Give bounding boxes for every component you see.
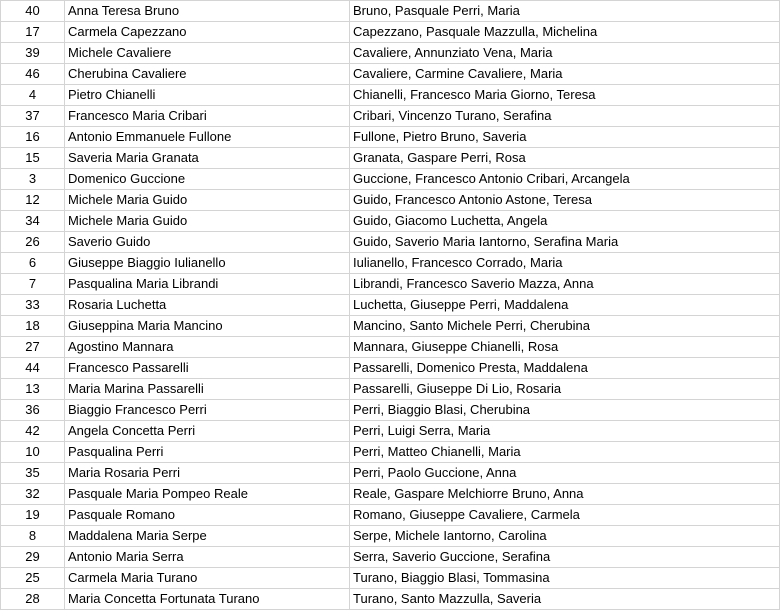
record-number-cell[interactable]: 46 <box>1 64 65 85</box>
record-number-cell[interactable]: 12 <box>1 190 65 211</box>
parents-cell[interactable]: Turano, Santo Mazzulla, Saveria <box>350 589 780 610</box>
table-row <box>1 484 780 505</box>
person-name-cell[interactable]: Saverio Guido <box>65 232 350 253</box>
person-name-cell[interactable]: Cherubina Cavaliere <box>65 64 350 85</box>
parents-cell[interactable]: Guido, Francesco Antonio Astone, Teresa <box>350 190 780 211</box>
record-number-cell[interactable]: 15 <box>1 148 65 169</box>
person-name-cell[interactable]: Francesco Passarelli <box>65 358 350 379</box>
person-name-cell[interactable]: Michele Maria Guido <box>65 211 350 232</box>
parents-cell[interactable]: Reale, Gaspare Melchiorre Bruno, Anna <box>350 484 780 505</box>
person-name-cell[interactable]: Rosaria Luchetta <box>65 295 350 316</box>
person-name-cell[interactable]: Agostino Mannara <box>65 337 350 358</box>
table-row <box>1 379 780 400</box>
record-number-cell[interactable]: 36 <box>1 400 65 421</box>
table-row <box>1 232 780 253</box>
table-row <box>1 295 780 316</box>
table-row <box>1 421 780 442</box>
person-name-cell[interactable]: Antonio Emmanuele Fullone <box>65 127 350 148</box>
record-number-cell[interactable]: 16 <box>1 127 65 148</box>
parents-cell[interactable]: Librandi, Francesco Saverio Mazza, Anna <box>350 274 780 295</box>
record-number-cell[interactable]: 37 <box>1 106 65 127</box>
record-number-cell[interactable]: 8 <box>1 526 65 547</box>
table-row <box>1 337 780 358</box>
person-name-cell[interactable]: Francesco Maria Cribari <box>65 106 350 127</box>
table-row <box>1 400 780 421</box>
record-number-cell[interactable]: 40 <box>1 1 65 22</box>
table-row <box>1 505 780 526</box>
table-row <box>1 211 780 232</box>
table-row <box>1 190 780 211</box>
person-name-cell[interactable]: Pasquale Romano <box>65 505 350 526</box>
record-number-cell[interactable]: 35 <box>1 463 65 484</box>
record-number-cell[interactable]: 19 <box>1 505 65 526</box>
record-number-cell[interactable]: 26 <box>1 232 65 253</box>
record-number-cell[interactable]: 28 <box>1 589 65 610</box>
parents-cell[interactable]: Iulianello, Francesco Corrado, Maria <box>350 253 780 274</box>
record-number-cell[interactable]: 6 <box>1 253 65 274</box>
table-row <box>1 568 780 589</box>
person-name-cell[interactable]: Saveria Maria Granata <box>65 148 350 169</box>
parents-cell[interactable]: Guido, Saverio Maria Iantorno, Serafina Maria <box>350 232 780 253</box>
table-row <box>1 127 780 148</box>
record-number-cell[interactable]: 25 <box>1 568 65 589</box>
parents-cell[interactable]: Bruno, Pasquale Perri, Maria <box>350 1 780 22</box>
record-number-cell[interactable]: 33 <box>1 295 65 316</box>
person-name-cell[interactable]: Anna Teresa Bruno <box>65 1 350 22</box>
parents-cell[interactable]: Serpe, Michele Iantorno, Carolina <box>350 526 780 547</box>
person-name-cell[interactable]: Pasqualina Maria Librandi <box>65 274 350 295</box>
parents-cell[interactable]: Cavaliere, Annunziato Vena, Maria <box>350 43 780 64</box>
table-row <box>1 253 780 274</box>
table-row <box>1 547 780 568</box>
parents-cell[interactable]: Guccione, Francesco Antonio Cribari, Arcangela <box>350 169 780 190</box>
person-name-cell[interactable]: Giuseppina Maria Mancino <box>65 316 350 337</box>
person-name-cell[interactable]: Biaggio Francesco Perri <box>65 400 350 421</box>
record-number-cell[interactable]: 7 <box>1 274 65 295</box>
parents-cell[interactable]: Luchetta, Giuseppe Perri, Maddalena <box>350 295 780 316</box>
table-row <box>1 148 780 169</box>
record-number-cell[interactable]: 39 <box>1 43 65 64</box>
record-number-cell[interactable]: 44 <box>1 358 65 379</box>
person-name-cell[interactable]: Carmela Capezzano <box>65 22 350 43</box>
parents-cell[interactable]: Perri, Luigi Serra, Maria <box>350 421 780 442</box>
person-name-cell[interactable]: Antonio Maria Serra <box>65 547 350 568</box>
parents-cell[interactable]: Romano, Giuseppe Cavaliere, Carmela <box>350 505 780 526</box>
record-number-cell[interactable]: 10 <box>1 442 65 463</box>
parents-cell[interactable]: Mancino, Santo Michele Perri, Cherubina <box>350 316 780 337</box>
parents-cell[interactable]: Cribari, Vincenzo Turano, Serafina <box>350 106 780 127</box>
table-row <box>1 169 780 190</box>
record-number-cell[interactable]: 27 <box>1 337 65 358</box>
parents-cell[interactable]: Perri, Matteo Chianelli, Maria <box>350 442 780 463</box>
person-name-cell[interactable]: Maria Rosaria Perri <box>65 463 350 484</box>
person-name-cell[interactable]: Michele Cavaliere <box>65 43 350 64</box>
record-number-cell[interactable]: 13 <box>1 379 65 400</box>
table-row <box>1 358 780 379</box>
table-row <box>1 106 780 127</box>
table-row <box>1 64 780 85</box>
table-row <box>1 274 780 295</box>
parents-cell[interactable]: Serra, Saverio Guccione, Serafina <box>350 547 780 568</box>
table-row <box>1 526 780 547</box>
table-row <box>1 442 780 463</box>
table-row <box>1 43 780 64</box>
table-row <box>1 22 780 43</box>
person-name-cell[interactable]: Pietro Chianelli <box>65 85 350 106</box>
parents-cell[interactable]: Guido, Giacomo Luchetta, Angela <box>350 211 780 232</box>
table-row <box>1 85 780 106</box>
person-name-cell[interactable]: Pasquale Maria Pompeo Reale <box>65 484 350 505</box>
person-name-cell[interactable]: Maddalena Maria Serpe <box>65 526 350 547</box>
person-name-cell[interactable]: Pasqualina Perri <box>65 442 350 463</box>
parents-cell[interactable]: Cavaliere, Carmine Cavaliere, Maria <box>350 64 780 85</box>
record-number-cell[interactable]: 3 <box>1 169 65 190</box>
parents-cell[interactable]: Chianelli, Francesco Maria Giorno, Teresa <box>350 85 780 106</box>
table-row <box>1 589 780 610</box>
person-name-cell[interactable]: Maria Marina Passarelli <box>65 379 350 400</box>
table-row <box>1 316 780 337</box>
record-number-cell[interactable]: 32 <box>1 484 65 505</box>
parents-cell[interactable]: Passarelli, Domenico Presta, Maddalena <box>350 358 780 379</box>
record-number-cell[interactable]: 42 <box>1 421 65 442</box>
parents-cell[interactable]: Fullone, Pietro Bruno, Saveria <box>350 127 780 148</box>
record-number-cell[interactable]: 4 <box>1 85 65 106</box>
record-number-cell[interactable]: 17 <box>1 22 65 43</box>
parents-cell[interactable]: Mannara, Giuseppe Chianelli, Rosa <box>350 337 780 358</box>
parents-cell[interactable]: Granata, Gaspare Perri, Rosa <box>350 148 780 169</box>
record-number-cell[interactable]: 29 <box>1 547 65 568</box>
parents-cell[interactable]: Turano, Biaggio Blasi, Tommasina <box>350 568 780 589</box>
table-row <box>1 463 780 484</box>
record-number-cell[interactable]: 18 <box>1 316 65 337</box>
parents-cell[interactable]: Perri, Biaggio Blasi, Cherubina <box>350 400 780 421</box>
person-name-cell[interactable]: Angela Concetta Perri <box>65 421 350 442</box>
person-name-cell[interactable]: Domenico Guccione <box>65 169 350 190</box>
records-table-body <box>1 1 780 610</box>
parents-cell[interactable]: Perri, Paolo Guccione, Anna <box>350 463 780 484</box>
person-name-cell[interactable]: Maria Concetta Fortunata Turano <box>65 589 350 610</box>
parents-cell[interactable]: Capezzano, Pasquale Mazzulla, Michelina <box>350 22 780 43</box>
parents-cell[interactable]: Passarelli, Giuseppe Di Lio, Rosaria <box>350 379 780 400</box>
record-number-cell[interactable]: 34 <box>1 211 65 232</box>
person-name-cell[interactable]: Giuseppe Biaggio Iulianello <box>65 253 350 274</box>
person-name-cell[interactable]: Michele Maria Guido <box>65 190 350 211</box>
table-row <box>1 1 780 22</box>
person-name-cell[interactable]: Carmela Maria Turano <box>65 568 350 589</box>
